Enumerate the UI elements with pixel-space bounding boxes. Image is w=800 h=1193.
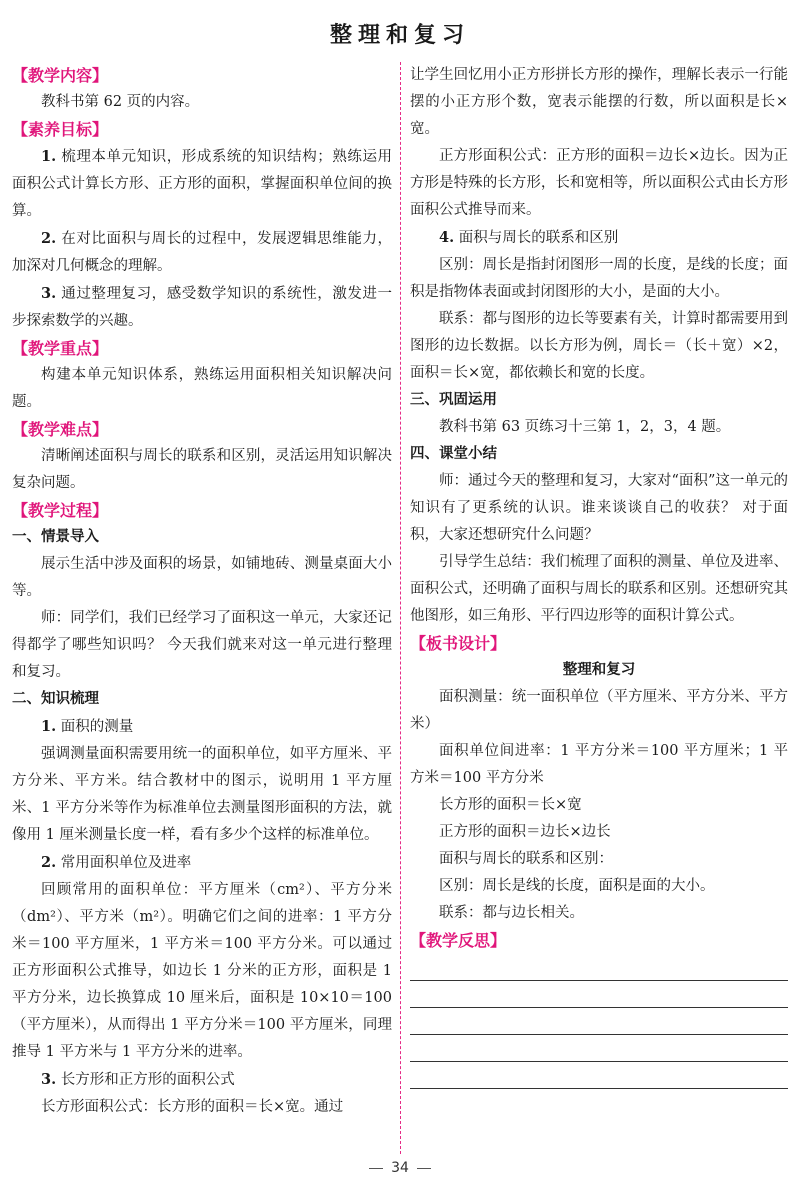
section-heading-goals: 【素养目标】: [12, 120, 109, 139]
writing-line: [410, 1062, 788, 1089]
paragraph: [12, 280, 392, 335]
item-text: 梳理本单元知识，形成系统的知识结构；熟练运用面积公式计算长方形、正方形的面积，掌握面积单位间的换算。: [12, 149, 392, 219]
paragraph: 让学生回忆用小正方形拼长方形的操作，理解长表示一行能摆的小正方形个数，宽表示能摆的行数，所以面积是长×宽。: [410, 67, 788, 137]
item-number: 2.: [41, 230, 57, 247]
section-heading-content: 【教学内容】: [12, 66, 109, 85]
item-text: 通过整理复习，感受数学知识的系统性，激发进一步探索数学的兴趣。: [12, 286, 392, 329]
section-heading-difficulties: 【教学难点】: [12, 420, 109, 439]
item-number: 3.: [41, 1071, 57, 1088]
paragraph: 师：通过今天的整理和复习，大家对“面积”这一单元的知识有了更系统的认识。谁来谈谈自己的收获？ 对于面积，大家还想研究什么问题？: [410, 473, 788, 543]
paragraph: 构建本单元知识体系，熟练运用面积相关知识解决问题。: [12, 367, 392, 410]
section-heading-board: 【板书设计】: [410, 634, 507, 653]
paragraph: [12, 225, 392, 280]
subheading-knowledge: 二、知识梳理: [12, 691, 99, 707]
section-heading-process: 【教学过程】: [12, 501, 109, 520]
page-number-text: 34: [391, 1160, 409, 1176]
board-line: 联系：都与边长相关。: [439, 905, 584, 921]
board-line: 面积与周长的联系和区别：: [439, 851, 613, 867]
item-number: 3.: [41, 285, 57, 302]
writing-line: [410, 1008, 788, 1035]
paragraph: 引导学生总结：我们梳理了面积的测量、单位及进率、面积公式，还明确了面积与周长的联系和区别。还想研究其他图形，如三角形、平行四边形等的面积计算公式。: [410, 554, 788, 624]
paragraph: [12, 143, 392, 225]
board-line: 面积单位间进率：1 平方分米＝100 平方厘米；1 平方米＝100 平方分米: [410, 743, 788, 786]
writing-line: [410, 954, 788, 981]
item-number: 1.: [41, 148, 57, 165]
paragraph: 正方形面积公式：正方形的面积＝边长×边长。因为正方形是特殊的长方形，长和宽相等，所以面积公式由长方形面积公式推导而来。: [410, 148, 788, 218]
column-divider: [400, 62, 401, 1154]
item-number: 1.: [41, 718, 57, 735]
item-text: 在对比面积与周长的过程中，发展逻辑思维能力，加深对几何概念的理解。: [12, 231, 392, 274]
item-number: 4.: [439, 229, 455, 246]
dash-right: [417, 1168, 431, 1169]
item-number: 2.: [41, 854, 57, 871]
paragraph: [12, 849, 392, 877]
item-text: 长方形和正方形的面积公式: [56, 1072, 235, 1088]
paragraph: 清晰阐述面积与周长的联系和区别，灵活运用知识解决复杂问题。: [12, 448, 392, 491]
board-line: 正方形的面积＝边长×边长: [439, 824, 611, 840]
paragraph: [12, 1066, 392, 1094]
writing-line: [410, 1035, 788, 1062]
item-text: 面积与周长的联系和区别: [454, 230, 619, 246]
page-number: [0, 1160, 800, 1176]
paragraph: 区别：周长是指封闭图形一周的长度，是线的长度；面积是指物体表面或封闭图形的大小，是面的大小。: [410, 257, 788, 300]
page-title: 整理和复习: [329, 22, 470, 48]
board-line: 长方形的面积＝长×宽: [439, 797, 582, 813]
paragraph: 教科书第 63 页练习十三第 1，2，3，4 题。: [439, 419, 731, 435]
paragraph: 回顾常用的面积单位：平方厘米（cm²）、平方分米（dm²）、平方米（m²）。明确它们之间的进率：1 平方分米＝100 平方厘米，1 平方米＝100 平方分米。可以通过正方形面积公式推导，如边长 1 分米的正方形，面积是 1 平方分米，边长换算成 10 厘米后，面积是 10×10＝100（平方厘米），从而得出 1 平方分米＝100 平方厘米，同理推导 1 平方米与 1 平方分米的进率。: [12, 882, 392, 1060]
paragraph: 联系：都与图形的边长等要素有关，计算时都需要用到图形的边长数据。以长方形为例，周长＝（长＋宽）×2，面积＝长×宽，都依赖长和宽的长度。: [410, 311, 788, 381]
item-text: 面积的测量: [56, 719, 134, 735]
board-line: 面积测量：统一面积单位（平方厘米、平方分米、平方米）: [410, 689, 788, 732]
paragraph: 强调测量面积需要用统一的面积单位，如平方厘米、平方分米、平方米。结合教材中的图示，说明用 1 平方厘米、1 平方分米等作为标准单位去测量图形面积的方法，就像用 1 厘米测量长度一样，看有多少个这样的标准单位。: [12, 746, 392, 843]
subheading-practice: 三、巩固运用: [410, 392, 497, 408]
paragraph: 长方形面积公式：长方形的面积＝长×宽。通过: [41, 1099, 344, 1115]
dash-left: [369, 1168, 383, 1169]
writing-line: [410, 981, 788, 1008]
paragraph: 教科书第 62 页的内容。: [41, 94, 200, 110]
item-text: 常用面积单位及进率: [56, 855, 192, 871]
subheading-intro: 一、情景导入: [12, 529, 99, 545]
paragraph: 展示生活中涉及面积的场景，如铺地砖、测量桌面大小等。: [12, 556, 392, 599]
board-line: 区别：周长是线的长度，面积是面的大小。: [439, 878, 715, 894]
paragraph: [12, 713, 392, 741]
section-heading-reflection: 【教学反思】: [410, 931, 507, 950]
section-heading-key-points: 【教学重点】: [12, 339, 109, 358]
board-title: 整理和复习: [562, 662, 636, 678]
right-column: [410, 62, 788, 1089]
paragraph: [410, 224, 788, 252]
left-column: [12, 62, 392, 1121]
paragraph: 师：同学们，我们已经学习了面积这一单元，大家还记得都学了哪些知识吗？ 今天我们就来对这一单元进行整理和复习。: [12, 610, 392, 680]
subheading-summary: 四、课堂小结: [410, 446, 497, 462]
